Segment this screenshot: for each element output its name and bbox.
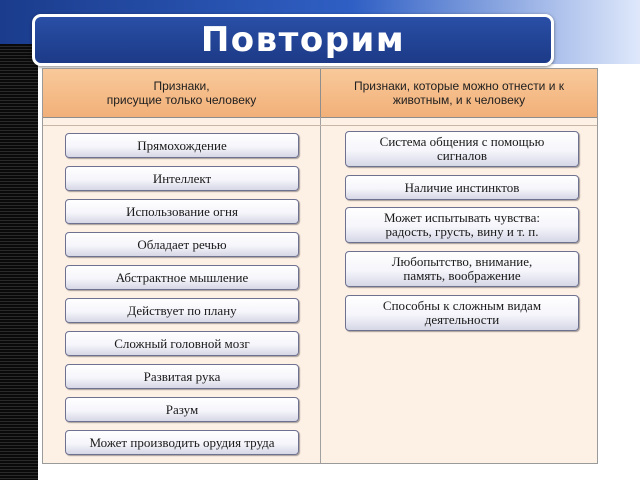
trait-shared-line2: деятельности bbox=[424, 312, 500, 327]
header-human-only bbox=[43, 69, 321, 118]
header-right-line1: Признаки, которые можно отнести и к bbox=[353, 79, 565, 93]
slide-title-box bbox=[32, 14, 554, 66]
header-right-line2: животным, и к человеку bbox=[392, 93, 526, 107]
trait-shared-line1: Система общения с помощью bbox=[379, 134, 545, 149]
trait-shared bbox=[345, 251, 579, 287]
trait-human-only: Обладает речью bbox=[65, 232, 299, 257]
trait-human-only: Использование огня bbox=[65, 199, 299, 224]
column-divider bbox=[320, 117, 321, 463]
trait-shared bbox=[345, 131, 579, 167]
trait-shared-line2: память, воображение bbox=[403, 268, 521, 283]
trait-human-only: Абстрактное мышление bbox=[65, 265, 299, 290]
trait-human-only: Прямохождение bbox=[65, 133, 299, 158]
trait-shared-line1: Наличие инстинктов bbox=[404, 179, 520, 195]
row-divider bbox=[43, 125, 597, 126]
comparison-table bbox=[42, 68, 598, 464]
trait-human-only: Интеллект bbox=[65, 166, 299, 191]
trait-shared-line1: Любопытство, внимание, bbox=[391, 254, 533, 269]
trait-human-only: Развитая рука bbox=[65, 364, 299, 389]
header-left-line1: Признаки, bbox=[153, 79, 210, 93]
trait-shared-line2: сигналов bbox=[436, 148, 488, 163]
trait-shared-line2: радость, грусть, вину и т. п. bbox=[385, 224, 539, 239]
trait-human-only: Может производить орудия труда bbox=[65, 430, 299, 455]
trait-human-only: Действует по плану bbox=[65, 298, 299, 323]
trait-shared-line1: Может испытывать чувства: bbox=[384, 210, 540, 225]
header-shared bbox=[321, 69, 597, 118]
trait-human-only: Разум bbox=[65, 397, 299, 422]
trait-shared bbox=[345, 175, 579, 200]
trait-human-only: Сложный головной мозг bbox=[65, 331, 299, 356]
header-left-line2: присущие только человеку bbox=[106, 93, 257, 107]
trait-shared bbox=[345, 207, 579, 243]
trait-shared-line1: Способны к сложным видам bbox=[382, 298, 542, 313]
trait-shared bbox=[345, 295, 579, 331]
slide-title: Повторим bbox=[200, 20, 406, 60]
left-decorative-bar bbox=[0, 44, 38, 480]
